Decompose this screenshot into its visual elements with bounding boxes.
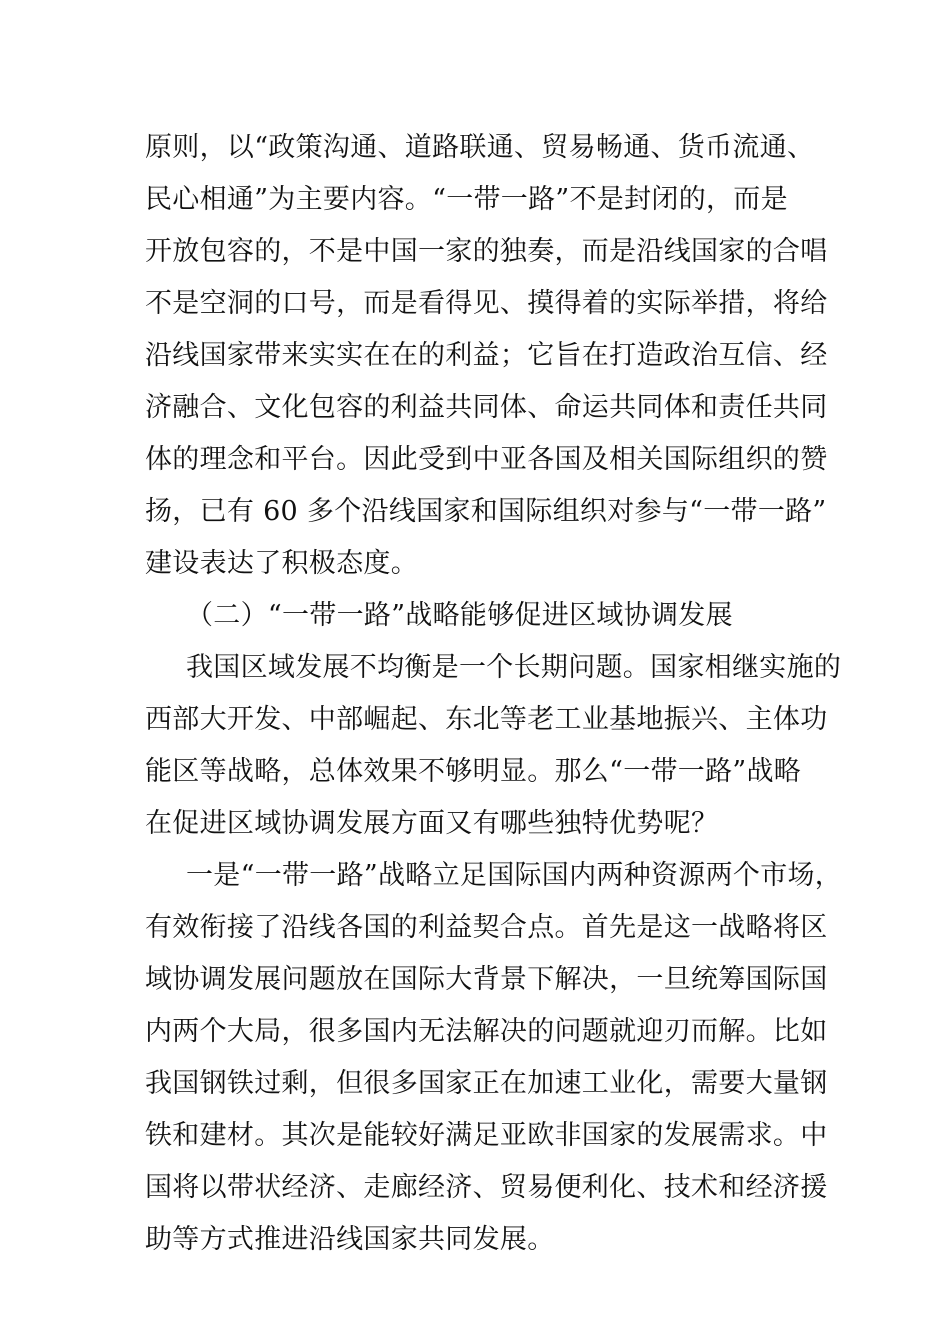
text-line: 沿线国家带来实实在在的利益；它旨在打造政治互信、经 bbox=[145, 340, 828, 371]
section-heading: （二）“一带一路”战略能够促进区域协调发展 bbox=[186, 600, 733, 631]
text-line: 国将以带状经济、走廊经济、贸易便利化、技术和经济援 bbox=[145, 1172, 828, 1203]
text-line: 能区等战略，总体效果不够明显。那么“一带一路”战略 bbox=[145, 756, 802, 787]
text-line: 民心相通”为主要内容。“一带一路”不是封闭的，而是 bbox=[145, 184, 788, 215]
text-line: 域协调发展问题放在国际大背景下解决，一旦统筹国际国 bbox=[145, 964, 828, 995]
text-line: 体的理念和平台。因此受到中亚各国及相关国际组织的赞 bbox=[145, 444, 828, 475]
text-line: 我国钢铁过剩，但很多国家正在加速工业化，需要大量钢 bbox=[145, 1068, 828, 1099]
text-line: 助等方式推进沿线国家共同发展。 bbox=[145, 1224, 555, 1255]
text-line: 我国区域发展不均衡是一个长期问题。国家相继实施的 bbox=[186, 652, 842, 683]
text-line: 铁和建材。其次是能较好满足亚欧非国家的发展需求。中 bbox=[145, 1120, 828, 1151]
text-line: 西部大开发、中部崛起、东北等老工业基地振兴、主体功 bbox=[145, 704, 828, 735]
text-line: 建设表达了积极态度。 bbox=[145, 548, 418, 579]
text-line: 扬，已有 60 多个沿线国家和国际组织对参与“一带一路” bbox=[145, 496, 827, 527]
text-line: 一是“一带一路”战略立足国际国内两种资源两个市场， bbox=[186, 860, 843, 891]
text-line: 不是空洞的口号，而是看得见、摸得着的实际举措，将给 bbox=[145, 288, 828, 319]
text-line: 济融合、文化包容的利益共同体、命运共同体和责任共同 bbox=[145, 392, 828, 423]
text-line: 在促进区域协调发展方面又有哪些独特优势呢？ bbox=[145, 808, 719, 839]
text-line: 有效衔接了沿线各国的利益契合点。首先是这一战略将区 bbox=[145, 912, 828, 943]
text-line: 原则，以“政策沟通、道路联通、贸易畅通、货币流通、 bbox=[145, 132, 815, 163]
text-line: 内两个大局，很多国内无法解决的问题就迎刃而解。比如 bbox=[145, 1016, 828, 1047]
text-line: 开放包容的，不是中国一家的独奏，而是沿线国家的合唱 bbox=[145, 236, 828, 267]
